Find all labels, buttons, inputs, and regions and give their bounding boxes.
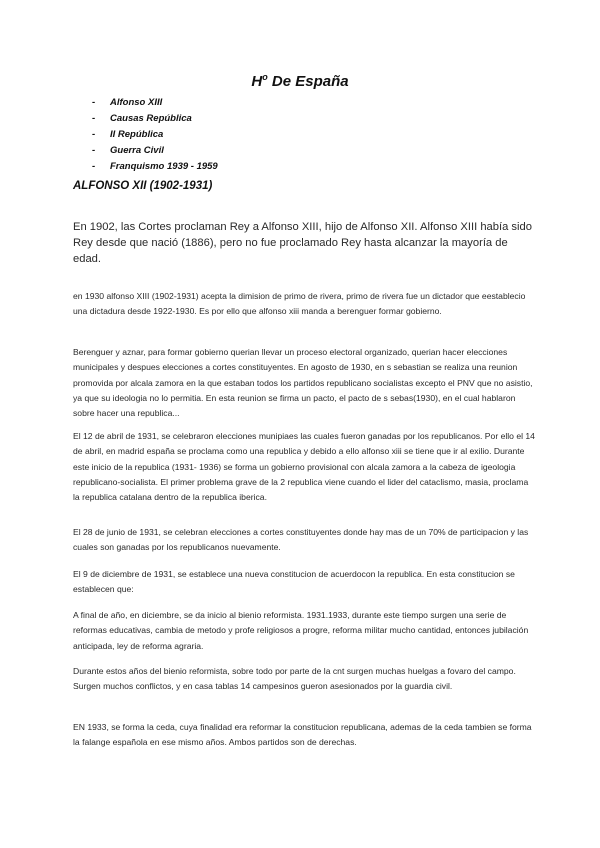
intro-paragraph: En 1902, las Cortes proclaman Rey a Alfonso XIII, hijo de Alfonso XII. Alfonso XIII había sido Rey desde que nació (1886), pero no fue proclamado Rey hasta alcanzar la mayoría de edad. <box>73 221 532 265</box>
topic-label: Alfonso XIII <box>110 97 163 108</box>
list-item <box>92 95 218 111</box>
topic-label: II República <box>110 129 164 140</box>
body-paragraph: El 28 de junio de 1931, se celebran elecciones a cortes constituyentes donde hay mas de un 70% de participacion y las cuales son ganadas por los republicanos nuevamente. <box>73 527 529 553</box>
bullet-dash: - <box>92 113 96 124</box>
topic-list <box>92 95 218 175</box>
bullet-dash: - <box>92 161 96 172</box>
topic-label: Franquismo 1939 - 1959 <box>110 161 218 172</box>
title-rest: De España <box>267 73 349 90</box>
title-main: H <box>251 73 263 90</box>
list-item <box>92 111 218 127</box>
body-paragraph: Berenguer y aznar, para formar gobierno querian llevar un proceso electoral organizado, querian hacer elecciones municipales y despues elecciones a cortes constituyentes. En agosto de 1930, en s sebastian se realiza una reunion promovida por alcala zamora en la que estaban todos los partidos republicano socialistas excepto el PNV que no asistio, ya que su ideologia no lo permitia. En esta reunion se firma un pacto, el pacto de s sebas(1930), en el cual hablaron sobre hacer una republica... <box>73 347 533 419</box>
bullet-dash: - <box>92 129 96 140</box>
body-paragraph: EN 1933, se forma la ceda, cuya finalidad era reformar la constitucion republicana, ademas de la ceda tambien se forma la falange española en ese mismo años. Ambos partidos son de derechas. <box>73 722 532 748</box>
body-paragraph: El 9 de diciembre de 1931, se establece una nueva constitucion de acuerdocon la republica. En esta constitucion se establecen que: <box>73 569 515 595</box>
topic-label: Causas República <box>110 113 192 124</box>
section-heading: ALFONSO XII (1902-1931) <box>73 180 213 192</box>
list-item <box>92 159 218 175</box>
body-paragraph: A final de año, en diciembre, se da inicio al bienio reformista. 1931.1933, durante este tiempo surgen una serie de reformas educativas, cambia de metodo y profe religiosos a progre, reforma militar mucho cantidad, entonces jubilación anticipada, ley de reforma agraria. <box>73 610 529 651</box>
body-paragraph: en 1930 alfonso XIII (1902-1931) acepta la dimision de primo de rivera, primo de rivera fue un dictador que eestablecio una dictadura desde 1922-1930. Es por ello que alfonso xiii manda a berenguer formar gobierno. <box>73 291 526 317</box>
page-title <box>0 72 600 90</box>
body-paragraph: El 12 de abril de 1931, se celebraron elecciones munipiaes las cuales fueron ganadas por los republicanos. Por ello el 14 de abril, en madrid españa se proclama como una republica y debido a ello alfonso xiii se tiene que ir al exilio. Durante este inicio de la republica (1931- 1936) se forma un gobierno provisional con alcala zamora a la cabeza de igeologia republicano-socialista. El primer problema grave de la 2 republica viene cuando el lider del cataclismo, masia, proclama la republica catalana dentro de la republica iberica. <box>73 431 535 503</box>
list-item <box>92 143 218 159</box>
list-item <box>92 127 218 143</box>
body-paragraph: Durante estos años del bienio reformista, sobre todo por parte de la cnt surgen muchas huelgas a fovaro del campo. Surgen muchos conflictos, y en casa tablas 14 campesinos gueron asesionados por la guardia civil. <box>73 666 516 692</box>
bullet-dash: - <box>92 97 96 108</box>
title-superscript: o <box>262 72 268 82</box>
topic-label: Guerra Civil <box>110 145 164 156</box>
bullet-dash: - <box>92 145 96 156</box>
